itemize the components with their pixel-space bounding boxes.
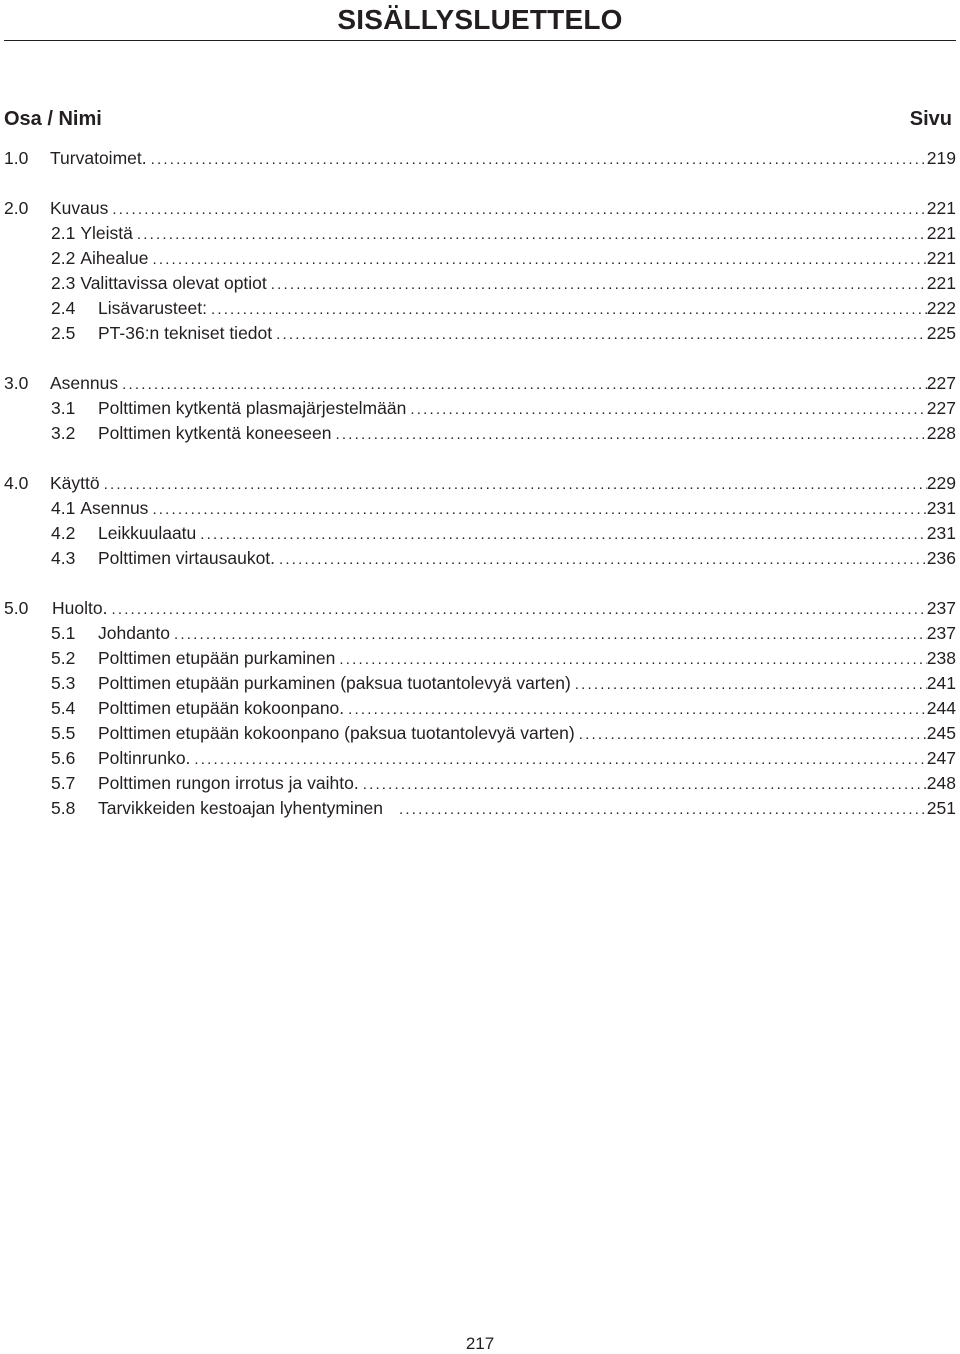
toc-entry-number: 5.2 [51, 648, 76, 668]
toc-entry[interactable] [0, 721, 956, 745]
toc-entry[interactable] [0, 221, 956, 245]
toc-entry-title: Polttimen etupään purkaminen [98, 648, 336, 668]
toc-entry-number: 5.4 [51, 698, 76, 718]
toc-entry-title: Turvatoimet. [50, 148, 147, 168]
toc-entry-number: 3.1 [51, 398, 76, 418]
dot-leader [274, 323, 927, 347]
dot-leader [577, 723, 927, 747]
dot-leader [198, 523, 927, 547]
toc-entry[interactable] [0, 746, 956, 770]
toc-entry-page: 221 [926, 273, 956, 293]
dot-leader [209, 298, 927, 322]
toc-entry-title: Asennus [50, 373, 119, 393]
dot-leader [337, 648, 926, 672]
dot-leader [150, 248, 926, 272]
toc-entry[interactable] [0, 271, 956, 295]
toc-entry[interactable] [0, 596, 956, 620]
toc-entry[interactable] [0, 546, 956, 570]
toc-entry[interactable] [0, 671, 956, 695]
toc-entry-page: 228 [926, 423, 956, 443]
toc-entry-title: Asennus [80, 498, 149, 518]
toc-entry-title: Johdanto [98, 623, 171, 643]
column-heading-page: Sivu [909, 108, 952, 130]
toc-entry-page: 227 [926, 398, 956, 418]
dot-leader [346, 698, 927, 722]
toc-entry[interactable] [0, 396, 956, 420]
toc-entry-title: Polttimen kytkentä plasmajärjestelmään [98, 398, 407, 418]
toc-entry-number: 4.2 [51, 523, 76, 543]
dot-leader [573, 673, 927, 697]
toc-entry-title: Lisävarusteet: [98, 298, 207, 318]
toc-entry-title: Polttimen virtausaukot. [98, 548, 276, 568]
dot-leader [172, 623, 927, 647]
toc-entry-number: 2.3 [51, 273, 76, 293]
toc-entry[interactable] [0, 796, 956, 820]
toc-entry-page: 247 [926, 748, 956, 768]
dot-leader [361, 773, 927, 797]
dot-leader [102, 473, 927, 497]
toc-entry-title: Poltinrunko. [98, 748, 191, 768]
toc-entry-page: 248 [926, 773, 956, 793]
toc-entry-page: 231 [926, 498, 956, 518]
toc-entry-title: Aihealue [80, 248, 149, 268]
toc-entry[interactable] [0, 471, 956, 495]
toc-entry-number: 2.2 [51, 248, 76, 268]
column-heading-section: Osa / Nimi [4, 108, 102, 130]
toc-entry[interactable] [0, 696, 956, 720]
dot-leader [269, 273, 927, 297]
toc-entry-title: Yleistä [80, 223, 133, 243]
toc-entry-number: 2.1 [51, 223, 76, 243]
dot-leader [109, 598, 926, 622]
toc-entry-number: 3.0 [4, 373, 29, 393]
toc-entry-title: Käyttö [50, 473, 100, 493]
toc-entry-number: 2.4 [51, 298, 76, 318]
toc-entry-page: 221 [926, 248, 956, 268]
toc-entry-number: 5.3 [51, 673, 76, 693]
toc-entry-page: 229 [926, 473, 956, 493]
toc-entry-page: 227 [926, 373, 956, 393]
toc-entry-number: 4.1 [51, 498, 76, 518]
toc-entry[interactable] [0, 496, 956, 520]
dot-leader [192, 748, 926, 772]
toc-entry-number: 2.0 [4, 198, 29, 218]
toc-entry-title: Polttimen rungon irrotus ja vaihto. [98, 773, 359, 793]
dot-leader [408, 398, 926, 422]
dot-leader [110, 198, 926, 222]
toc-entry-title: Polttimen etupään purkaminen (paksua tuotantolevyä varten) [98, 673, 571, 693]
toc-entry-title: PT-36:n tekniset tiedot [98, 323, 273, 343]
toc-entry-number: 4.0 [4, 473, 29, 493]
dot-leader [150, 498, 926, 522]
toc-entry-page: 231 [926, 523, 956, 543]
toc-entry[interactable] [0, 521, 956, 545]
toc-entry-page: 244 [926, 698, 956, 718]
toc-entry[interactable] [0, 296, 956, 320]
toc-entry[interactable] [0, 146, 956, 170]
toc-entry-title: Kuvaus [50, 198, 109, 218]
toc-entry[interactable] [0, 621, 956, 645]
dot-leader [149, 148, 927, 172]
dot-leader [333, 423, 926, 447]
toc-entry-number: 5.6 [51, 748, 76, 768]
toc-entry-page: 238 [926, 648, 956, 668]
toc-entry-page: 221 [926, 198, 956, 218]
toc-entry-number: 4.3 [51, 548, 76, 568]
toc-entry-page: 245 [926, 723, 956, 743]
page-number: 217 [465, 1334, 495, 1353]
toc-entry-number: 5.8 [51, 798, 76, 818]
toc-entry-page: 219 [926, 148, 956, 168]
toc-entry-page: 241 [926, 673, 956, 693]
toc-entry-page: 221 [926, 223, 956, 243]
toc-entry-page: 225 [926, 323, 956, 343]
toc-entry-title: Polttimen kytkentä koneeseen [98, 423, 332, 443]
dot-leader [120, 373, 927, 397]
dot-leader [135, 223, 927, 247]
toc-entry-page: 222 [926, 298, 956, 318]
toc-entry-title: Valittavissa olevat optiot [80, 273, 267, 293]
toc-entry-title: Polttimen etupään kokoonpano. [98, 698, 345, 718]
toc-entry[interactable] [0, 321, 956, 345]
toc-entry-title: Polttimen etupään kokoonpano (paksua tuotantolevyä varten) [98, 723, 575, 743]
toc-entry[interactable] [0, 646, 956, 670]
toc-entry[interactable] [0, 246, 956, 270]
toc-entry-number: 2.5 [51, 323, 76, 343]
toc-entry-number: 3.2 [51, 423, 76, 443]
toc-entry-page: 237 [926, 598, 956, 618]
toc-entry-page: 236 [926, 548, 956, 568]
dot-leader [397, 798, 927, 822]
toc-entry-title: Huolto. [52, 598, 108, 618]
dot-leader [277, 548, 927, 572]
toc-entry-title: Leikkuulaatu [98, 523, 197, 543]
toc-entry[interactable] [0, 371, 956, 395]
toc-entry-number: 5.5 [51, 723, 76, 743]
toc-entry-title: Tarvikkeiden kestoajan lyhentyminen [98, 798, 384, 818]
toc-entry-number: 5.7 [51, 773, 76, 793]
toc-entry-page: 237 [926, 623, 956, 643]
toc-entry[interactable] [0, 771, 956, 795]
toc-entry[interactable] [0, 196, 956, 220]
toc-entry-page: 251 [926, 798, 956, 818]
toc-entry[interactable] [0, 421, 956, 445]
toc-entry-number: 5.1 [51, 623, 76, 643]
toc-entry-number: 1.0 [4, 148, 29, 168]
document-title: SISÄLLYSLUETTELO [337, 4, 623, 35]
toc-entry-number: 5.0 [4, 598, 29, 618]
